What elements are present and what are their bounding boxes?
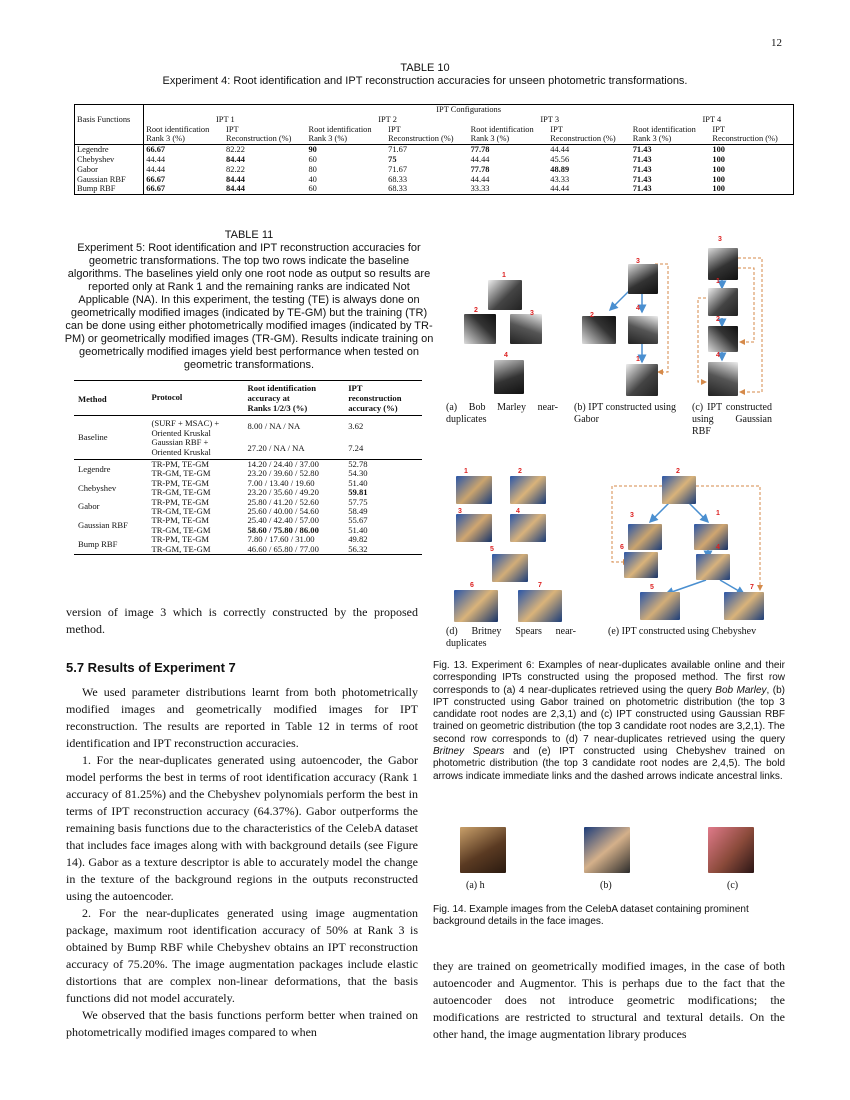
table11 bbox=[74, 380, 422, 555]
photo-e6 bbox=[640, 592, 680, 620]
t10-sh-line1: Root identification bbox=[308, 124, 372, 134]
t11-ipt: 56.32 bbox=[348, 543, 368, 554]
t10-subhead-1b bbox=[386, 125, 468, 145]
t11-root: 25.80 / 41.20 / 52.60 bbox=[247, 496, 319, 507]
fig14-label-b: (b) bbox=[600, 880, 612, 891]
photo-b1 bbox=[628, 264, 658, 294]
bp1b: Oriented Kruskal bbox=[151, 427, 211, 438]
t10-cell: 44.44 bbox=[550, 184, 570, 194]
t10-cell: 80 bbox=[308, 164, 317, 174]
photo-d6 bbox=[454, 590, 498, 622]
root-header-1: Root identification bbox=[247, 383, 317, 393]
t11-root: 23.20 / 39.60 / 52.80 bbox=[247, 468, 319, 479]
t10-row-name: Bump RBF bbox=[75, 184, 144, 194]
photo-d1 bbox=[456, 476, 492, 504]
t10-cell: 84.44 bbox=[226, 174, 245, 184]
fig13-caption-post: and (e) IPT constructed using Chebyshev trained on photometric distribution (the top 3 candidate root nodes are 2,4,5). The bold arrows indicate immediate links and the dashed arrows indicate ancestral links. bbox=[433, 746, 785, 782]
t11-ipt: 52.78 bbox=[348, 459, 368, 469]
t10-sh-line2: Reconstruction (%) bbox=[712, 134, 778, 144]
table11-caption: Experiment 5: Root identification and IPT reconstruction accuracies for geometric transformations. The top two rows indicate the baseline algorithms. The baselines yield only one root node as output so results are reported only at Rank 1 and the remaining ranks are indicated Not Applicable (NA). In this experiment, the testing (TE) is always done on geometrically modified images (indicated by TE-GM) but the training (TR) can be done using either photometrically modified images (indicated by TR-PM) or geometrically modified images (TR-GM). Results indicate training on geometrically modified images yield best performance when tested on geometric transformations. bbox=[64, 242, 434, 371]
t10-sh-line1: IPT bbox=[226, 124, 239, 134]
t10-cell: 66.67 bbox=[146, 184, 166, 194]
photo-d4 bbox=[510, 514, 546, 542]
subcap-e: (e) IPT constructed using Chebyshev bbox=[608, 626, 757, 637]
bp1a: (SURF + MSAC) + bbox=[151, 418, 220, 428]
ipt3-header: IPT 3 bbox=[540, 114, 560, 124]
photo-d2 bbox=[510, 476, 546, 504]
arrow-e1 bbox=[650, 502, 670, 522]
baseline-ipt-2: 7.24 bbox=[348, 442, 364, 453]
t11-ipt: 49.82 bbox=[348, 534, 368, 545]
photo-c2 bbox=[708, 288, 738, 316]
ipt-header bbox=[344, 381, 422, 416]
photo-e3 bbox=[694, 524, 728, 550]
ipt-header-2: reconstruction bbox=[348, 393, 402, 403]
t11-root: 7.00 / 13.40 / 19.60 bbox=[247, 477, 315, 488]
t11-method: Bump RBF bbox=[78, 538, 118, 549]
figure-13: 1 2 3 4 3 2 4 1 3 1 2 4 (a) Bob Marley near-duplicates (b) IPT constructed using Gabor (c) IPT constructed using Gaussian RBF 1 2 3 4 5 6 7 2 3 1 6 4 5 7 (d) Britney Spears near-duplicates (e) IPT constructed using Chebyshev bbox=[440, 232, 785, 652]
photo-b2 bbox=[582, 316, 616, 344]
t11-p: TR-GM, TE-GM bbox=[151, 487, 211, 498]
root-header-2: accuracy at bbox=[247, 393, 290, 403]
t11-p: TR-GM, TE-GM bbox=[151, 506, 211, 517]
t10-subhead-0b bbox=[224, 125, 306, 145]
t11-p: TR-PM, TE-GM bbox=[151, 515, 210, 526]
fig14-caption: Fig. 14. Example images from the CelebA dataset containing prominent background details in the face images. bbox=[433, 904, 749, 928]
t11-ipt: 55.67 bbox=[348, 515, 368, 526]
t11-method: Chebyshev bbox=[78, 482, 117, 493]
t10-sh-line1: IPT bbox=[388, 124, 401, 134]
dashed-c1 bbox=[738, 258, 762, 392]
t10-cell: 40 bbox=[308, 174, 317, 184]
t10-sh-line2: Rank 3 (%) bbox=[146, 134, 185, 144]
photo-e1 bbox=[662, 476, 696, 504]
table10-title: TABLE 10 bbox=[400, 62, 450, 74]
t11-ipt: 59.81 bbox=[348, 487, 368, 498]
table11-grid bbox=[74, 380, 422, 555]
t10-row-name: Gabor bbox=[75, 165, 144, 175]
t11-method: Gabor bbox=[78, 501, 100, 512]
fig14-photo-a bbox=[460, 827, 506, 873]
fig13-caption-pre: Fig. 13. Experiment 6: Examples of near-duplicates available online and their corresponding IPTs constructed using the proposed method. The first row corresponds to (a) 4 near-duplicates retrieved using the query bbox=[433, 660, 785, 696]
t10-sh-line1: Root identification bbox=[632, 124, 696, 134]
t11-ipt: 51.40 bbox=[348, 477, 368, 488]
photo-b3 bbox=[628, 316, 658, 344]
baseline-root-2: 27.20 / NA / NA bbox=[247, 442, 305, 453]
baseline-root-1: 8.00 / NA / NA bbox=[247, 421, 301, 432]
fig13-query-1: Bob Marley bbox=[715, 684, 767, 696]
root-header-3: Ranks 1/2/3 (%) bbox=[247, 403, 308, 413]
t10-cell: 43.33 bbox=[550, 174, 570, 184]
left-continuation: version of image 3 which is correctly constructed by the proposed method. bbox=[66, 605, 418, 636]
fig14-photo-c bbox=[708, 827, 754, 873]
t10-sh-line2: Reconstruction (%) bbox=[550, 134, 616, 144]
fig13-caption bbox=[433, 660, 785, 783]
t10-cell: 71.43 bbox=[632, 184, 652, 194]
table10-caption: Experiment 4: Root identification and IPT reconstruction accuracies for unseen photometric transformations. bbox=[162, 75, 688, 87]
baseline-protocol-1 bbox=[147, 416, 243, 439]
t10-cell: 33.33 bbox=[470, 184, 490, 194]
subcap-d: (d) Britney Spears near-duplicates bbox=[446, 626, 576, 649]
t11-p: TR-PM, TE-GM bbox=[151, 459, 210, 469]
t10-cell: 84.44 bbox=[226, 154, 245, 164]
table10-row bbox=[75, 165, 794, 175]
photo-a3 bbox=[510, 314, 542, 344]
t10-cell: 100 bbox=[712, 154, 725, 164]
photo-c1 bbox=[708, 248, 738, 280]
bp2a: Gaussian RBF + bbox=[151, 437, 209, 447]
para-2: 1. For the near-duplicates generated using autoencoder, the Gabor model performs the best in terms of root identification accuracy (Rank 1 accuracy of 81.25%) and the Chebyshev polynomials perform the best in terms of IPT reconstruction accuracy (64.37%). Gabor outperforms the remaining basis functions due to the characteristics of the CelebA dataset that includes face images along with with background details (see Figure 14). Gabor as a texture descriptor is able to accurately model the change in the texture of the background regions in the outputs reconstructed using the autoencoder. bbox=[66, 753, 418, 903]
t11-ipt: 57.75 bbox=[348, 496, 368, 507]
t10-subhead-0a bbox=[144, 125, 224, 145]
photo-e2 bbox=[628, 524, 662, 550]
photo-e5 bbox=[696, 554, 730, 580]
t10-cell: 68.33 bbox=[388, 174, 408, 184]
t10-cell: 82.22 bbox=[226, 164, 245, 174]
config-header: IPT Configurations bbox=[436, 105, 502, 114]
t11-root: 25.60 / 40.00 / 54.60 bbox=[247, 506, 319, 517]
t10-cell: 60 bbox=[308, 184, 317, 194]
t11-p: TR-GM, TE-GM bbox=[151, 524, 211, 535]
fig13-query-2: Britney Spears bbox=[433, 746, 505, 758]
method-header: Method bbox=[78, 393, 107, 404]
t10-cell: 71.43 bbox=[632, 174, 652, 184]
root-header bbox=[244, 381, 345, 416]
t11-ipt: 58.49 bbox=[348, 506, 368, 517]
t10-cell: 71.43 bbox=[632, 154, 652, 164]
t10-cell: 44.44 bbox=[470, 174, 490, 184]
baseline-ipt-1: 3.62 bbox=[348, 421, 364, 432]
t10-cell: 77.78 bbox=[470, 145, 490, 155]
t11-p: TR-GM, TE-GM bbox=[151, 543, 211, 554]
t10-cell: 90 bbox=[308, 145, 317, 155]
section-heading: 5.7 Results of Experiment 7 bbox=[66, 660, 236, 675]
para-3: 2. For the near-duplicates generated using image augmentation package, maximum root identification accuracy of 50% at Rank 3 is obtained by Bump RBF while Chebyshev obtains an IPT reconstruction accuracy of 75.20%. The image augmentation packages include elastic distortions that are complex non-linear deformations, that the basis functions did not model accurately. bbox=[66, 906, 418, 1005]
t10-sh-line1: IPT bbox=[712, 124, 725, 134]
t10-cell: 44.44 bbox=[146, 154, 166, 164]
t10-cell: 100 bbox=[712, 184, 725, 194]
ipt1-header: IPT 1 bbox=[216, 114, 235, 124]
t10-cell: 44.44 bbox=[146, 164, 166, 174]
t10-subhead-3a bbox=[631, 125, 711, 145]
t10-cell: 82.22 bbox=[226, 145, 245, 155]
table11-title: TABLE 11 bbox=[224, 229, 274, 241]
photo-d7 bbox=[518, 590, 562, 622]
subcap-a: (a) Bob Marley near-duplicates bbox=[446, 402, 558, 425]
t11-root: 7.80 / 17.60 / 31.00 bbox=[247, 534, 315, 545]
t10-sh-line2: Rank 3 (%) bbox=[308, 134, 348, 144]
t10-cell: 100 bbox=[712, 145, 725, 155]
t10-cell: 68.33 bbox=[388, 184, 408, 194]
t11-p: TR-GM, TE-GM bbox=[151, 468, 211, 479]
table10-row bbox=[75, 145, 794, 155]
t10-sh-line2: Reconstruction (%) bbox=[388, 134, 454, 144]
t11-root: 23.20 / 35.60 / 49.20 bbox=[247, 487, 319, 498]
t11-p: TR-PM, TE-GM bbox=[151, 477, 210, 488]
ipt-header-1: IPT bbox=[348, 383, 363, 393]
ipt4-header: IPT 4 bbox=[702, 114, 722, 124]
t10-sh-line2: Rank 3 (%) bbox=[470, 134, 510, 144]
table10-subheader-row bbox=[75, 125, 794, 145]
fig13-caption-mid: , (b) IPT constructed using Gabor trained on photometric distribution (the top 3 candidate root nodes are 2,3,1) and (c) IPT constructed using Gaussian RBF trained on geometric distribution (the top 3 candidate root nodes are 3,2,1). The second row corresponds to (d) 7 near-duplicates retrieved using the query bbox=[433, 684, 785, 745]
t10-cell: 100 bbox=[712, 174, 725, 184]
t11-p: TR-PM, TE-GM bbox=[151, 534, 210, 545]
fig14-label-a: (a) h bbox=[466, 880, 485, 891]
dashed-c2 bbox=[738, 268, 754, 342]
arrow-e2 bbox=[688, 502, 708, 522]
subcap-b: (b) IPT constructed using Gabor bbox=[574, 402, 676, 425]
t10-cell: 71.43 bbox=[632, 145, 652, 155]
table10-row bbox=[75, 175, 794, 185]
t11-root: 58.60 / 75.80 / 86.00 bbox=[247, 524, 319, 535]
photo-d3 bbox=[456, 514, 492, 542]
table10-body bbox=[75, 145, 794, 195]
t11-root: 14.20 / 24.40 / 37.00 bbox=[247, 459, 319, 469]
subcap-c: (c) IPT constructed using Gaussian RBF bbox=[692, 402, 772, 437]
photo-a1 bbox=[488, 280, 522, 310]
t10-cell: 77.78 bbox=[470, 164, 490, 174]
t11-ipt: 54.30 bbox=[348, 468, 368, 479]
t11-method: Legendre bbox=[78, 463, 111, 474]
t10-cell: 66.67 bbox=[146, 174, 166, 184]
ipt2-header: IPT 2 bbox=[378, 114, 397, 124]
t10-sh-line1: Root identification bbox=[470, 124, 534, 134]
photo-d5 bbox=[492, 554, 528, 582]
photo-a2 bbox=[464, 314, 496, 344]
t10-sh-line2: Reconstruction (%) bbox=[226, 134, 292, 144]
photo-c4 bbox=[708, 362, 738, 396]
t10-subhead-1a bbox=[306, 125, 386, 145]
t10-subhead-2a bbox=[469, 125, 549, 145]
t10-cell: 45.56 bbox=[550, 154, 570, 164]
t10-row-name: Legendre bbox=[75, 145, 144, 155]
t10-cell: 60 bbox=[308, 154, 317, 164]
photo-a4 bbox=[494, 360, 524, 394]
table10 bbox=[74, 104, 794, 195]
t11-root: 25.40 / 42.40 / 57.00 bbox=[247, 515, 319, 526]
t10-cell: 71.67 bbox=[388, 164, 408, 174]
photo-e4 bbox=[624, 552, 658, 578]
t10-cell: 71.43 bbox=[632, 164, 652, 174]
t10-sh-line1: IPT bbox=[550, 124, 563, 134]
basis-header: Basis Functions bbox=[75, 105, 144, 145]
page-number: 12 bbox=[771, 37, 782, 49]
table11-body bbox=[74, 460, 422, 555]
table10-row bbox=[75, 184, 794, 194]
fig14-photo-b bbox=[584, 827, 630, 873]
para-1: We used parameter distributions learnt from both photometrically modified images and geometrically modified images for IPT reconstruction. The results are reported in Table 12 in terms of root identification and IPT reconstruction accuracies. bbox=[66, 685, 418, 750]
table10-row bbox=[75, 155, 794, 165]
ipt-header-3: accuracy (%) bbox=[348, 403, 398, 413]
t10-cell: 75 bbox=[388, 154, 397, 164]
t10-sh-line2: Rank 3 (%) bbox=[632, 134, 672, 144]
t11-root: 46.60 / 65.80 / 77.00 bbox=[247, 543, 319, 554]
table10-grid bbox=[74, 104, 794, 195]
t10-cell: 44.44 bbox=[550, 145, 570, 155]
t11-ipt: 51.40 bbox=[348, 524, 368, 535]
t10-row-name: Chebyshev bbox=[75, 155, 144, 165]
photo-b4 bbox=[626, 364, 658, 396]
para-4: We observed that the basis functions perform better when trained on photometrically modified images compared to when bbox=[66, 1008, 418, 1039]
t11-method: Gaussian RBF bbox=[78, 520, 128, 531]
protocol-header: Protocol bbox=[151, 392, 183, 403]
t10-cell: 71.67 bbox=[388, 145, 408, 155]
t10-sh-line1: Root identification bbox=[146, 124, 210, 134]
t11-p: TR-PM, TE-GM bbox=[151, 496, 210, 507]
photo-c3 bbox=[708, 326, 738, 352]
t10-row-name: Gaussian RBF bbox=[75, 175, 144, 185]
baseline-protocol-2 bbox=[147, 438, 243, 460]
t10-subhead-2b bbox=[548, 125, 630, 145]
t10-cell: 84.44 bbox=[226, 184, 245, 194]
baseline-label: Baseline bbox=[78, 431, 108, 442]
t10-cell: 66.67 bbox=[146, 145, 166, 155]
t10-cell: 48.89 bbox=[550, 164, 570, 174]
dashed-c3 bbox=[698, 298, 706, 382]
right-body: they are trained on geometrically modified images, in the case of both autoencoder and Augmentor. This is perhaps due to the fact that the autoencoder does not introduce geometric modifications; the modifications are restricted to structural and textural details. On the other hand, the image augmentation library produces bbox=[433, 959, 785, 1041]
t10-cell: 44.44 bbox=[470, 154, 490, 164]
fig14-label-c: (c) bbox=[727, 880, 739, 891]
photo-e7 bbox=[724, 592, 764, 620]
t10-subhead-3b bbox=[710, 125, 793, 145]
t10-cell: 100 bbox=[712, 164, 725, 174]
left-body bbox=[66, 684, 418, 1041]
bp2b: Oriented Kruskal bbox=[151, 446, 211, 457]
